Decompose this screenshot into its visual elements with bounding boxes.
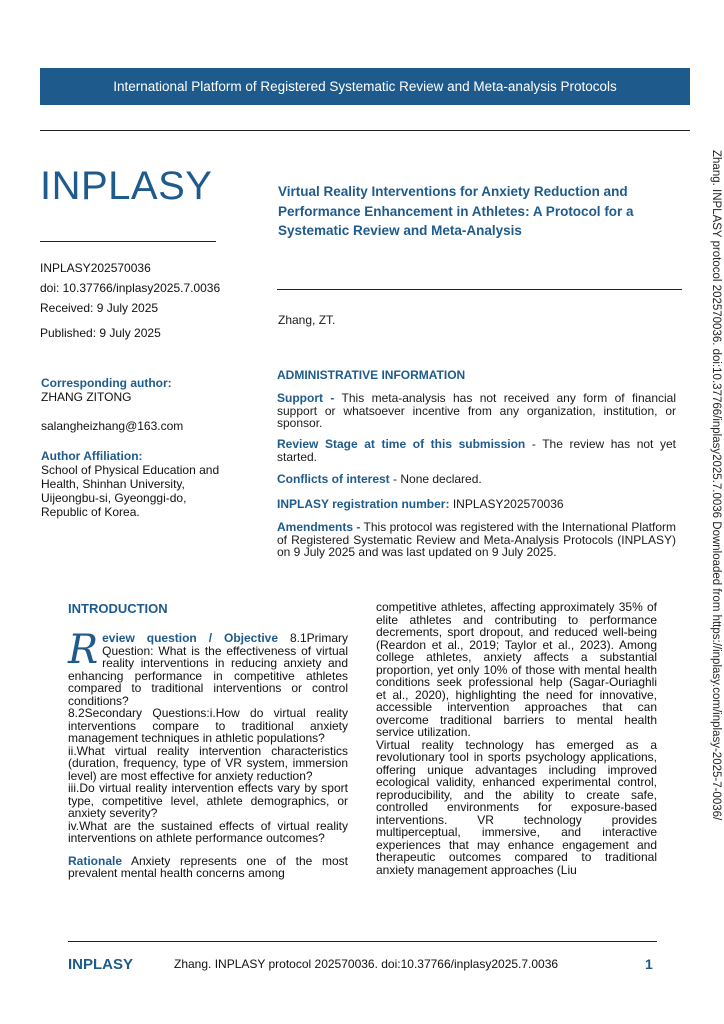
footer-citation: Zhang. INPLASY protocol 202570036. doi:10.37766/inplasy2025.7.0036 (174, 957, 559, 971)
affiliation-label: Author Affiliation: (41, 449, 143, 463)
sidebar-citation[interactable]: Zhang. INPLASY protocol 202570036. doi:10.37766/inplasy2025.7.0036 Downloaded from https://inplasy.com/inplasy-2025-7-0036/ (710, 150, 722, 821)
right-paragraph-2: Virtual reality technology has emerged as a revolutionary tool in sports psychology applications, offering unique advantages including improved ecological validity, enhanced experimental control, reproducibility, and the ability to create safe, controlled environments for exposure-based interventions. VR technology provides multiperceptual, immersive, and interactive experiences that may enhance engagement and therapeutic outcomes compared to traditional anxiety management approaches (Liu (376, 737, 657, 877)
amendments-label: Amendments - (277, 520, 361, 534)
protocol-id: INPLASY202570036 (40, 261, 151, 275)
admin-heading: ADMINISTRATIVE INFORMATION (277, 368, 466, 382)
affiliation-line: Uijeongbu-si, Gyeonggi-do, (41, 491, 187, 505)
stage-label: Review Stage at time of this submission (277, 437, 526, 451)
rationale-paragraph (68, 855, 348, 880)
published-date: Published: 9 July 2025 (40, 326, 161, 340)
question-iii: iii.Do virtual reality intervention effects vary by sport type, competitive level, athlete demographics, or anxiety severity? (68, 781, 348, 820)
admin-amendments (277, 521, 676, 559)
support-text: This meta-analysis has not received any form of financial support or whatsoever incentive from any organization, institution, or sponsor. (277, 391, 676, 430)
inplasy-logo: INPLASY (40, 164, 213, 208)
header-banner (40, 68, 690, 105)
conflicts-label: Conflicts of interest (277, 472, 390, 486)
admin-support (277, 392, 676, 430)
question-iv: iv.What are the sustained effects of virtual reality interventions on athlete performance outcomes? (68, 818, 348, 845)
download-sidebar (710, 150, 722, 821)
footer-rule (68, 941, 657, 942)
stage-text: - The review has not yet started. (277, 437, 676, 464)
rationale-label: Rationale (68, 853, 123, 868)
conflicts-text: - None declared. (389, 472, 482, 486)
footer-brand: INPLASY (68, 956, 134, 973)
affiliation-line: School of Physical Education and (41, 463, 220, 477)
support-label: Support - (277, 391, 335, 405)
logo-rule (40, 241, 216, 242)
admin-registration (277, 498, 676, 511)
corresponding-email[interactable]: salangheizhang@163.com (41, 419, 184, 433)
rationale-text: Anxiety represents one of the most prevalent mental health concerns among (68, 853, 348, 880)
right-paragraph-1: competitive athletes, affecting approximately 35% of elite athletes and contributing to performance decrements, sport dropout, and reduced well-being (Reardon et al., 2019; Taylor et al., 2023). Among college athletes, anxiety affects a substantial proportion, yet only 10% of those with mental health conditions seek professional help (Sagar-Ouriaghli et al., 2020), highlighting the need for innovative, accessible intervention approaches that can overcome traditional barriers to mental health service utilization. (376, 600, 657, 739)
admin-stage (277, 438, 676, 463)
doi: doi: 10.37766/inplasy2025.7.0036 (40, 281, 221, 295)
article-author: Zhang, ZT. (278, 313, 336, 327)
received-date: Received: 9 July 2025 (40, 301, 159, 315)
page-number: 1 (645, 956, 653, 972)
top-rule (40, 130, 690, 131)
introduction-heading: INTRODUCTION (68, 601, 168, 616)
right-text-column (376, 601, 657, 876)
corresponding-name: ZHANG ZITONG (41, 390, 132, 404)
amendments-text: This protocol was registered with the International Platform of Registered Systematic Review and Meta-Analysis Protocols (INPLASY) on 9 July 2025 and was last updated on 9 July 2025. (277, 520, 677, 559)
drop-cap: R (68, 627, 99, 673)
question-ii: ii.What virtual reality intervention characteristics (duration, frequency, type of VR system, immersion level) are most effective for anxiety reduction? (68, 743, 348, 783)
corresponding-label: Corresponding author: (41, 376, 172, 390)
registration-label: INPLASY registration number: (277, 497, 450, 511)
author-affiliation (41, 449, 219, 519)
article-title: Virtual Reality Interventions for Anxiety Reduction and Performance Enhancement in Athletes: A Protocol for a Systematic Review and Meta-Analysis (278, 184, 634, 238)
title-rule (277, 289, 682, 290)
secondary-questions: 8.2Secondary Questions:i.How do virtual reality interventions compare to traditional anxiety management techniques in athletic populations? (68, 706, 348, 745)
affiliation-line: Republic of Korea. (41, 505, 140, 519)
banner-text: International Platform of Registered Systematic Review and Meta-analysis Protocols (113, 79, 617, 94)
review-question-paragraph (68, 627, 348, 708)
left-text-column (68, 627, 348, 880)
affiliation-line: Health, Shinhan University, (41, 477, 185, 491)
registration-text: INPLASY202570036 (449, 497, 564, 511)
corresponding-author (41, 376, 183, 433)
admin-conflicts (277, 473, 676, 486)
review-question-text: 8.1Primary Question: What is the effectiveness of virtual reality interventions in reducing anxiety and enhancing performance in competitive athletes compared to traditional interventions or control conditions? (68, 631, 348, 708)
review-question-label: eview question / Objective (102, 631, 279, 645)
